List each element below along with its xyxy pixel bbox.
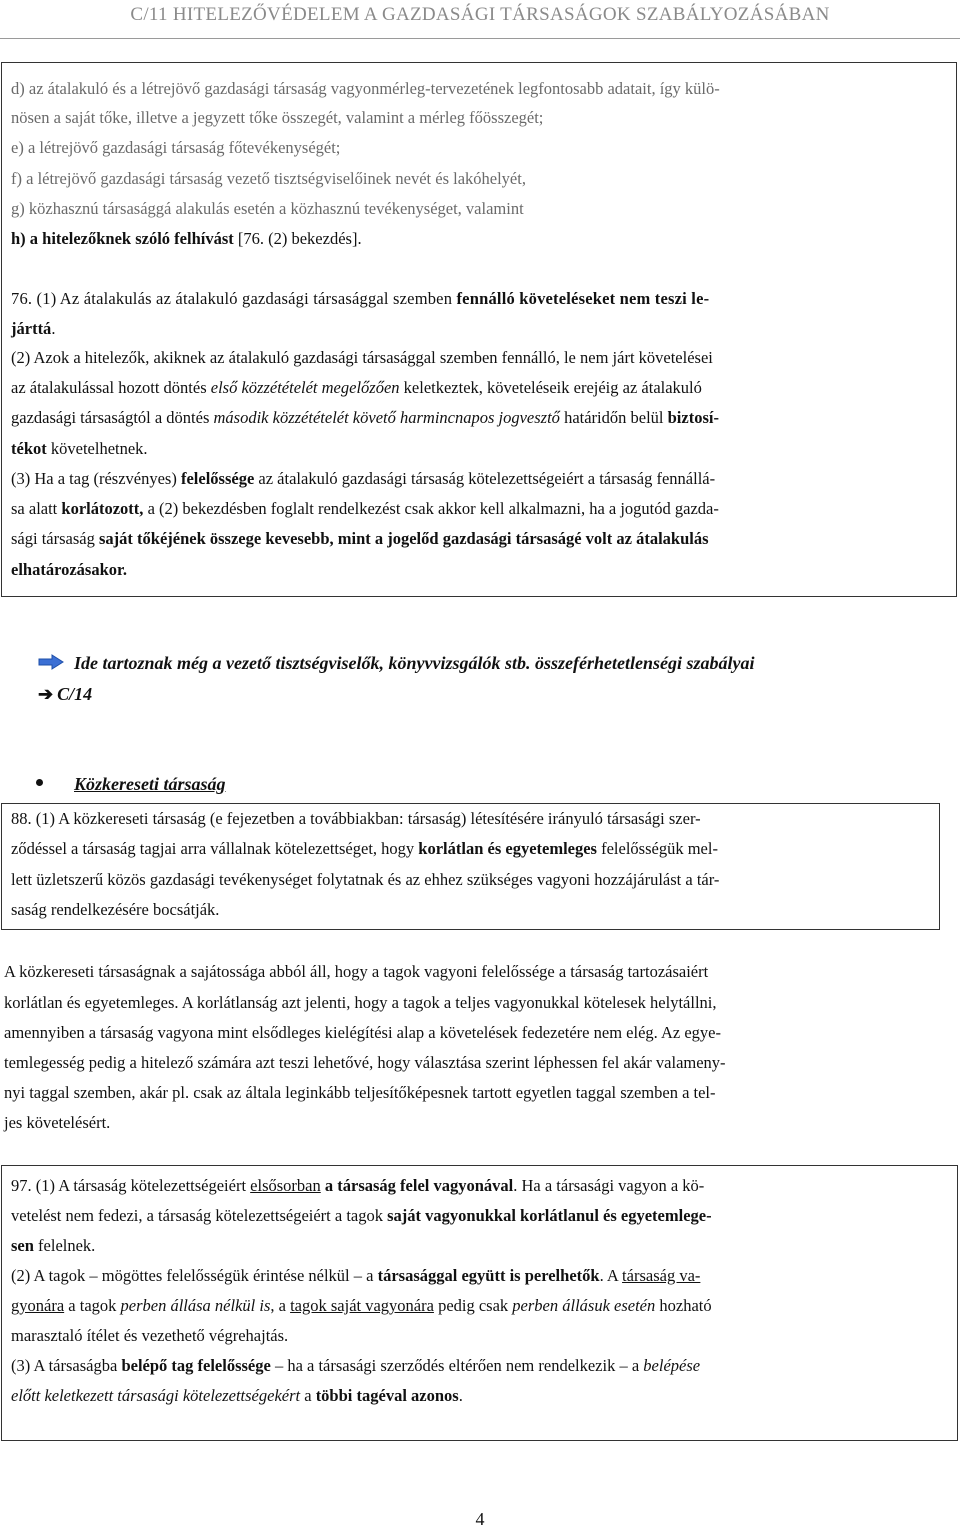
box1-line <box>11 408 719 428</box>
box3-line <box>11 1296 712 1316</box>
box1-line: elhatározásakor. <box>11 560 127 579</box>
paragraph-line: jes követelésért. <box>4 1113 111 1132</box>
bold-text: felelőssége <box>180 469 255 488</box>
text: az átalakuló gazdasági társaság kötelezettségeiért a társaság fennállá- <box>254 469 716 488</box>
bold-text: a társaság felel vagyonával <box>324 1176 514 1195</box>
text: , a <box>270 1296 291 1315</box>
quote-box-2 <box>1 803 940 930</box>
bold-text: fennálló követeléseket nem teszi le- <box>456 289 710 308</box>
text: határidőn belül <box>559 408 668 427</box>
box1-line: e) a létrejövő gazdasági társaság főtevékenységét; <box>11 138 341 157</box>
text: sági társaság <box>11 529 99 548</box>
page-number: 4 <box>475 1509 485 1529</box>
box2-line: saság rendelkezésére bocsátják. <box>11 900 220 919</box>
box1-line: g) közhasznú társasággá alakulás esetén a közhasznú tevékenységet, valamint <box>11 199 524 218</box>
box3-line <box>11 1176 704 1196</box>
text: (3) A társaságba <box>11 1356 122 1375</box>
italic-text: második közzétételét követő harmincnapos jogvesztő <box>213 408 560 427</box>
text: keletkeztek, követeléseik erejéig az átalakuló <box>399 378 702 397</box>
bold-text: belépő tag felelőssége <box>121 1356 271 1375</box>
text: az átalakulással hozott döntés <box>11 378 211 397</box>
paragraph-line: temlegesség pedig a hitelező számára azt teszi lehetővé, hogy választása szerint léphessen fel akár valameny- <box>4 1053 726 1072</box>
bold-text: saját vagyonukkal korlátlanul és egyetemlege- <box>387 1206 712 1225</box>
box2-line: lett üzletszerű közös gazdasági tevékenységet folytatnak és az ehhez szükséges vagyoni hozzájárulást a tár- <box>11 870 720 889</box>
bold-text: korlátlan és egyetemleges <box>418 839 597 858</box>
paragraph-line: amennyiben a társaság vagyona mint elsődleges kielégítési alap a követelések fedezetére nem elég. Az egye- <box>4 1023 721 1042</box>
italic-text: első közzétételét megelőzően <box>210 378 400 397</box>
reference-link[interactable]: C/14 <box>57 684 93 704</box>
text: 76. (1) Az átalakulás az átalakuló gazdasági társasággal szemben <box>11 289 457 308</box>
text: felelősségük mel- <box>596 839 718 858</box>
note-text: Ide tartoznak még a vezető tisztségviselők, könyvvizsgálók stb. összeférhetetlenségi szabályai <box>74 653 755 673</box>
text: . A <box>599 1266 623 1285</box>
box1-line <box>11 439 148 459</box>
paragraph-line: korlátlan és egyetemleges. A korlátlanság azt jelenti, hogy a tagok a teljes vagyonukkal kötelesek helytállni, <box>4 993 717 1012</box>
box3-line <box>11 1356 700 1376</box>
quote-box-1 <box>1 62 957 597</box>
text: gazdasági társaságtól a döntés <box>11 408 214 427</box>
bold-text: járttá <box>11 319 52 338</box>
text: felelnek. <box>33 1236 96 1255</box>
text: a tagok <box>64 1296 121 1315</box>
bold-text: tékot <box>11 439 47 458</box>
text: – ha a társasági szerződés eltérően nem rendelkezik – a <box>270 1356 644 1375</box>
box1-line <box>11 289 709 309</box>
text: 97. (1) A társaság kötelezettségeiért <box>11 1176 251 1195</box>
text: . Ha a társasági vagyon a kö- <box>513 1176 705 1195</box>
box3-line <box>11 1236 95 1256</box>
quote-box-3 <box>1 1165 958 1441</box>
box1-line <box>11 499 719 519</box>
box1-line <box>11 229 362 249</box>
underlined-text: tagok saját vagyonára <box>290 1296 434 1315</box>
bold-text: h) a hitelezőknek szóló felhívást <box>11 229 234 248</box>
italic-text: előtt keletkezett társasági kötelezettségekért <box>11 1386 301 1405</box>
text: (3) Ha a tag (részvényes) <box>11 469 181 488</box>
right-arrow-icon: ➔ <box>38 684 54 704</box>
box3-line <box>11 1266 700 1286</box>
bold-text: korlátozott, <box>61 499 144 518</box>
box2-line: 88. (1) A közkereseti társaság (e fejezetben a továbbiakban: társaság) létesítésére irányuló társasági szer- <box>11 809 701 828</box>
underlined-text: társaság va- <box>622 1266 701 1285</box>
box2-line <box>11 839 718 859</box>
text: pedig csak <box>433 1296 513 1315</box>
box1-line <box>11 319 55 339</box>
text: ződéssel a társaság tagjai arra vállalnak kötelezettséget, hogy <box>11 839 419 858</box>
running-header: C/11 HITELEZŐVÉDELEM A GAZDASÁGI TÁRSASÁGOK SZABÁLYOZÁSÁBAN <box>130 4 830 25</box>
box1-line: nösen a saját tőke, illetve a jegyzett tőke összegét, valamint a mérleg főösszegét; <box>11 108 544 127</box>
pointing-arrow-icon <box>38 654 64 670</box>
box1-line <box>11 378 702 398</box>
text: sa alatt <box>11 499 62 518</box>
italic-text: perben állásuk esetén <box>512 1296 656 1315</box>
text: a <box>300 1386 316 1405</box>
bold-text: sen <box>11 1236 34 1255</box>
underlined-text: gyonára <box>11 1296 65 1315</box>
box3-line <box>11 1386 463 1406</box>
box1-line: (2) Azok a hitelezők, akiknek az átalakuló gazdasági társasággal szemben fennálló, le nem járt követelései <box>11 348 713 367</box>
section-title: Közkereseti társaság <box>74 774 226 794</box>
text: vetelést nem fedezi, a társaság kötelezettségeiért a tagok <box>11 1206 388 1225</box>
paragraph-line: nyi taggal szemben, akár pl. csak az általa leginkább teljesítőképesnek tartott egyetlen taggal szemben a tel- <box>4 1083 716 1102</box>
text: [76. (2) bekezdés]. <box>233 229 362 248</box>
text: . <box>51 319 56 338</box>
box3-line: marasztaló ítélet és vezethető végrehajtás. <box>11 1326 289 1345</box>
bullet-icon <box>36 779 43 786</box>
box3-line <box>11 1206 712 1226</box>
box1-line <box>11 529 709 549</box>
box1-line: f) a létrejövő gazdasági társaság vezető tisztségviselőinek nevét és lakóhelyét, <box>11 169 526 188</box>
italic-text: perben állása nélkül is <box>120 1296 271 1315</box>
text: . <box>458 1386 463 1405</box>
paragraph-line: A közkereseti társaságnak a sajátossága abból áll, hogy a tagok vagyoni felelőssége a társaság tartozásaiért <box>4 962 709 981</box>
bold-text: többi tagéval azonos <box>315 1386 459 1405</box>
underlined-text: elsősorban <box>250 1176 321 1195</box>
box1-line: d) az átalakuló és a létrejövő gazdasági társaság vagyonmérleg-tervezetének legfontosabb adatait, így külö- <box>11 79 720 98</box>
header-rule <box>0 38 960 39</box>
italic-text: belépése <box>643 1356 701 1375</box>
text: (2) A tagok – mögöttes felelősségük érintése nélkül – a <box>11 1266 378 1285</box>
box1-line <box>11 469 715 489</box>
cross-reference[interactable] <box>38 683 92 705</box>
text: követelhetnek. <box>46 439 148 458</box>
text: a (2) bekezdésben foglalt rendelkezést csak akkor kell alkalmazni, ha a jogutód gazda- <box>143 499 719 518</box>
bold-text: társasággal együtt is perelhetők <box>377 1266 600 1285</box>
text: hozható <box>655 1296 712 1315</box>
bold-text: saját tőkéjének összege kevesebb, mint a jogelőd gazdasági társaságé volt az átalakulás <box>98 529 709 548</box>
bold-text: biztosí- <box>667 408 719 427</box>
